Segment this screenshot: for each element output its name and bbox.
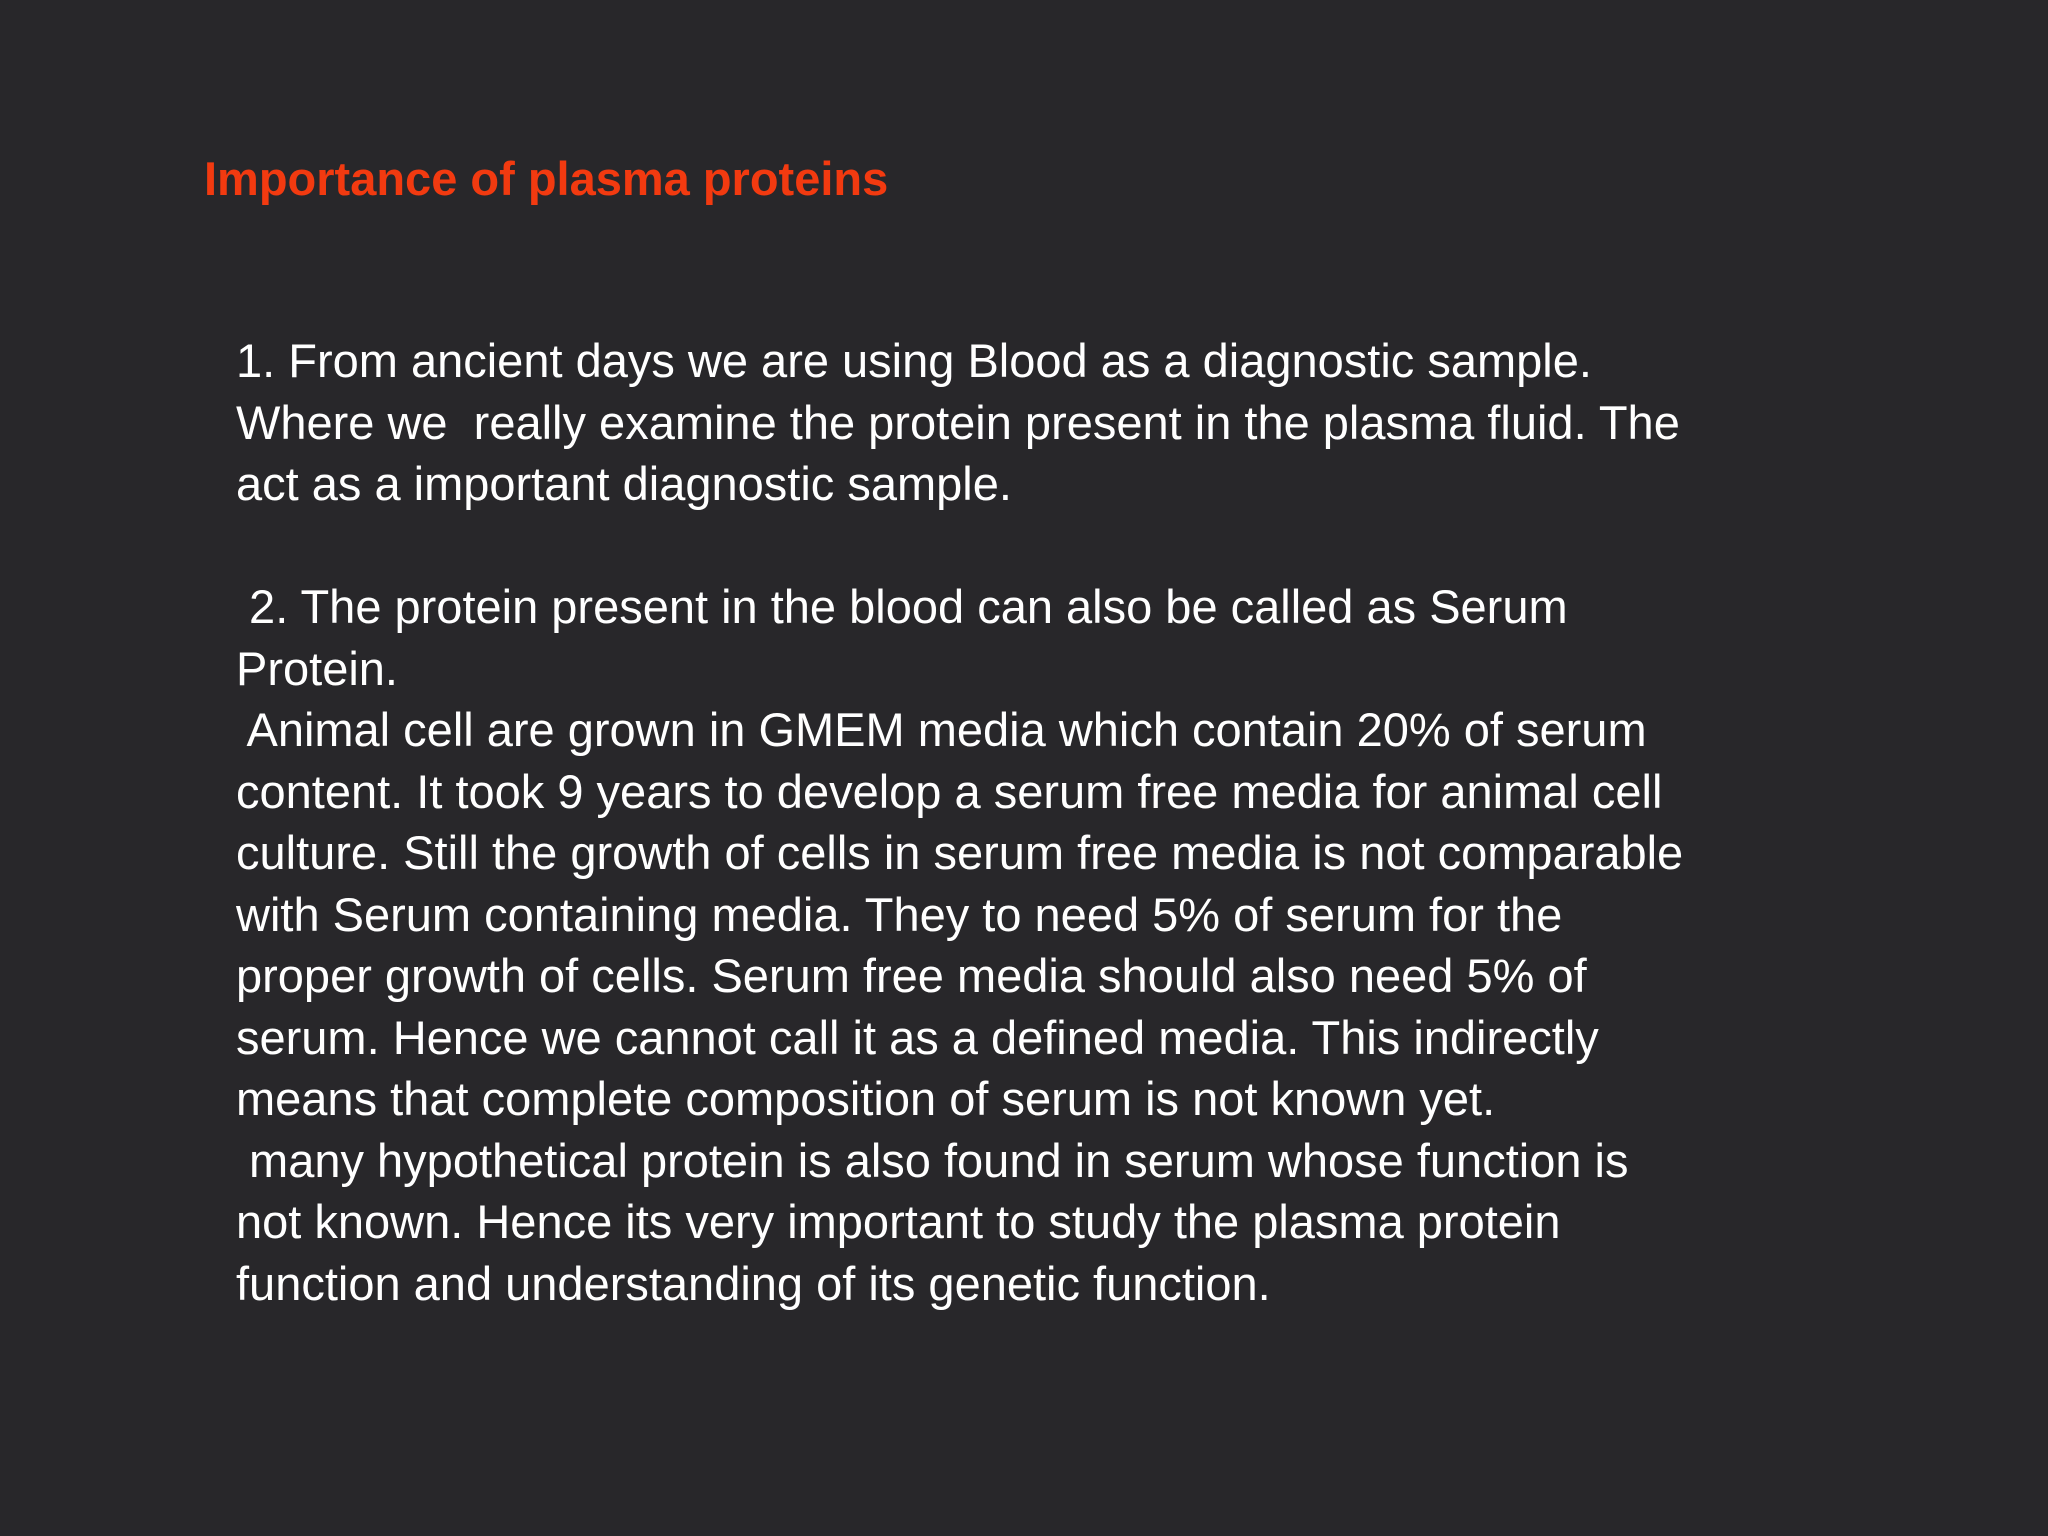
body-line: 1. From ancient days we are using Blood as a diagnostic sample. (236, 334, 1592, 387)
body-line: content. It took 9 years to develop a serum free media for animal cell (236, 764, 1663, 818)
blank-line (236, 515, 1856, 577)
body-line: Animal cell are grown in GMEM media which contain 20% of serum (236, 703, 1647, 756)
body-line: function and understanding of its genetic function. (236, 1256, 1271, 1310)
body-line: many hypothetical protein is also found in serum whose function is (236, 1133, 1629, 1187)
body-line: means that complete composition of serum is not known yet. (236, 1072, 1496, 1125)
body-line: serum. Hence we cannot call it as a defined media. This indirectly (236, 1010, 1599, 1064)
slide-body (236, 330, 1856, 1314)
body-line: act as a important diagnostic sample. (236, 457, 1012, 510)
body-line: proper growth of cells. Serum free media should also need 5% of (236, 949, 1587, 1002)
body-line: not known. Hence its very important to study the plasma protein (236, 1195, 1561, 1248)
slide-title: Importance of plasma proteins (204, 152, 889, 205)
body-line: with Serum containing media. They to need 5% of serum for the (236, 887, 1563, 941)
body-line: Protein. (236, 641, 398, 695)
body-line: culture. Still the growth of cells in serum free media is not comparable (236, 826, 1684, 879)
body-line: 2. The protein present in the blood can also be called as Serum (236, 580, 1568, 633)
body-line: Where we really examine the protein present in the plasma fluid. The (236, 395, 1680, 449)
